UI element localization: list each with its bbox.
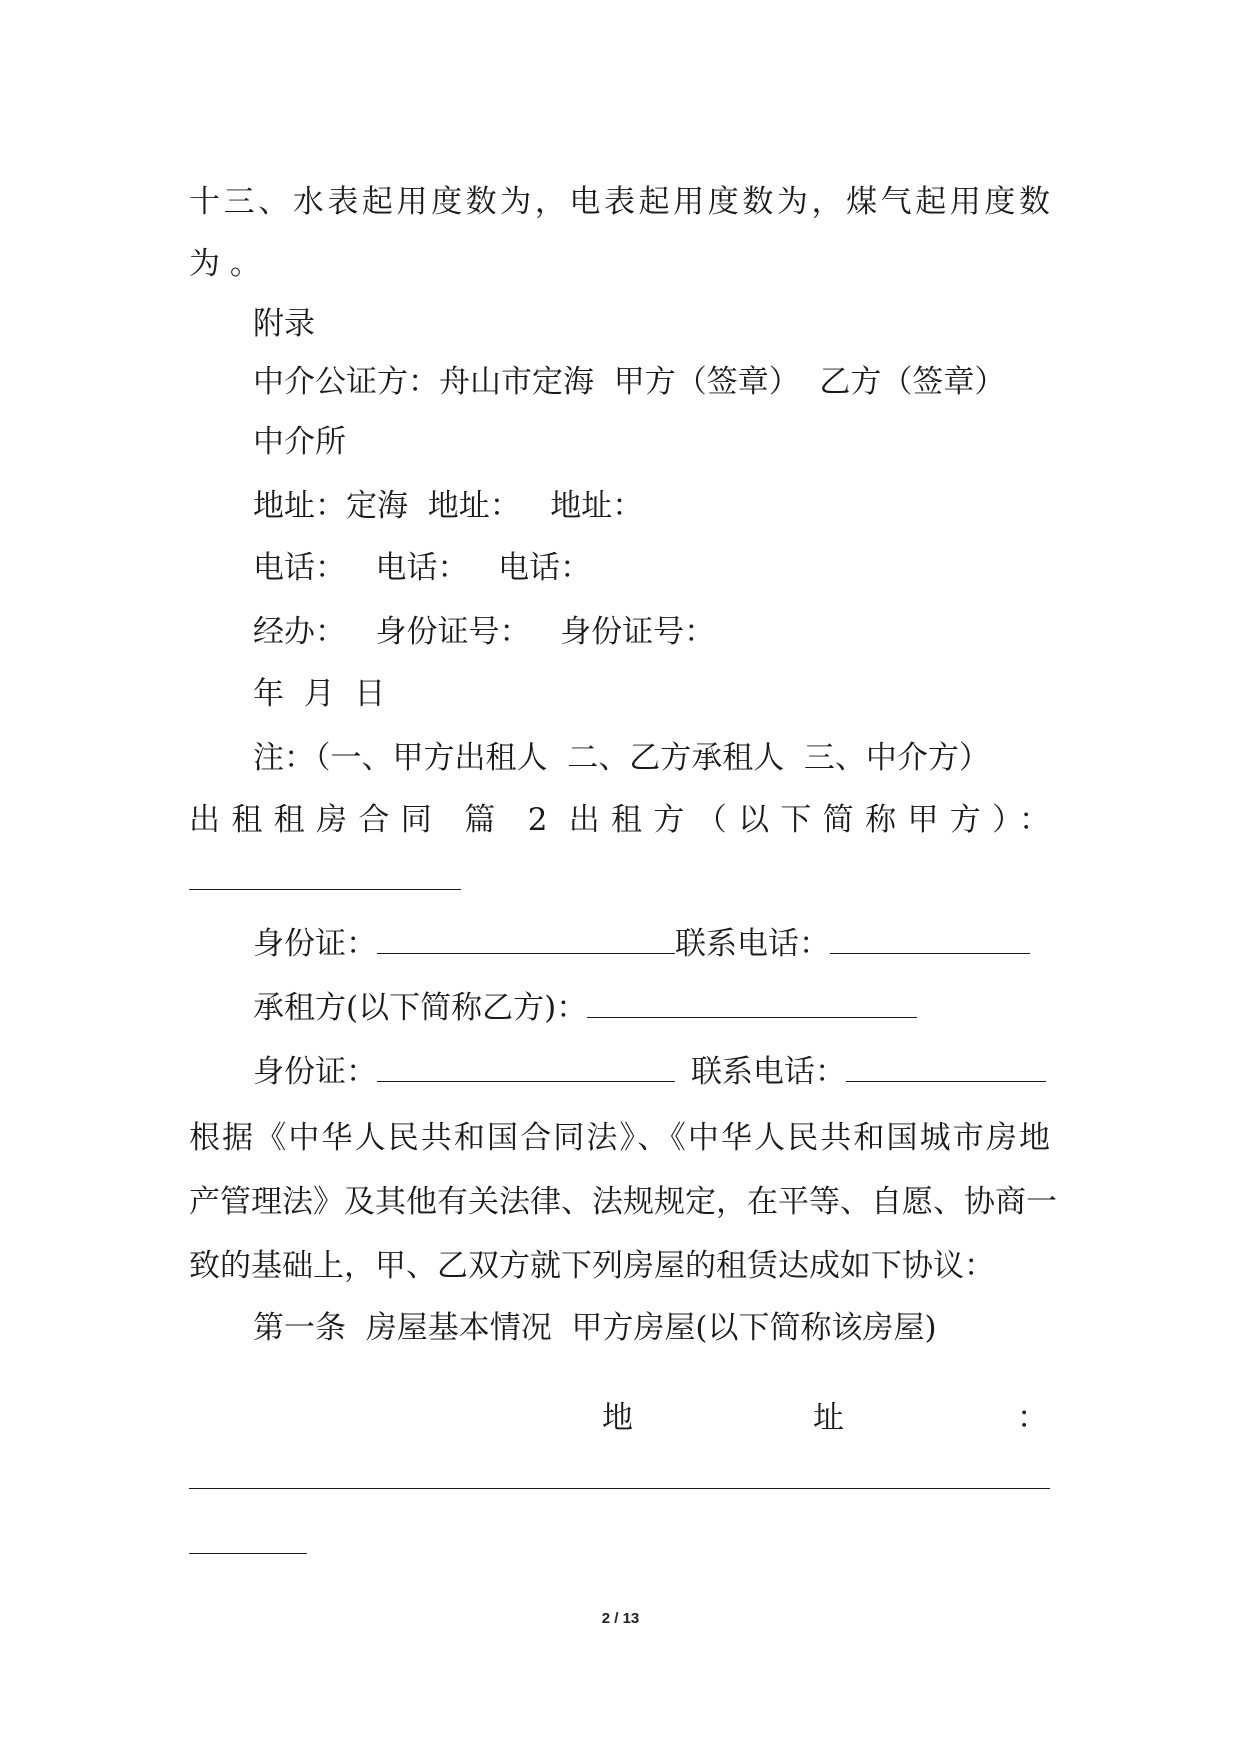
- address-colon: ：: [1017, 1400, 1048, 1436]
- lessee-id-line: [253, 1052, 1046, 1092]
- lessee-blank: [587, 991, 917, 1018]
- handler-line: 经办： 身份证号： 身份证号：: [253, 614, 716, 650]
- signature-line: 中介公证方：舟山市定海 甲方（签章） 乙方（签章）: [253, 364, 1006, 400]
- contract-title-line: 出租租房合同 篇 2 出租方（以下简称甲方）：: [189, 802, 1050, 838]
- address-line: 地址：定海 地址： 地址：: [253, 488, 644, 524]
- house-address-row: [189, 1398, 1050, 1438]
- article-one-heading: 第一条 房屋基本情况 甲方房屋(以下简称该房屋): [253, 1310, 937, 1346]
- phone-label: 联系电话：: [675, 926, 830, 962]
- lessee-line: [253, 988, 917, 1028]
- address-char: 地: [602, 1400, 633, 1436]
- page-number: 2 / 13: [601, 1610, 640, 1627]
- lessor-id-line: [253, 924, 1030, 964]
- lessee-label: 承租方(以下简称乙方)：: [253, 990, 588, 1026]
- blank-underline: [189, 1488, 1050, 1489]
- id-label: 身份证：: [253, 1054, 377, 1090]
- phone-line: 电话： 电话： 电话：: [253, 550, 592, 586]
- phone-label: 联系电话：: [691, 1054, 846, 1090]
- agency-line: 中介所: [253, 424, 346, 460]
- date-line: 年 月 日: [253, 676, 386, 712]
- note-line: 注：（一、甲方出租人 二、乙方承租人 三、中介方）: [253, 740, 990, 776]
- blank-underline: [189, 889, 461, 890]
- phone-blank: [846, 1055, 1046, 1082]
- id-blank: [377, 1055, 675, 1082]
- blank-underline: [189, 1553, 307, 1554]
- paragraph-line: 根据《中华人民共和国合同法》、《中华人民共和国城市房地: [189, 1120, 1050, 1156]
- paragraph-line: 为 。: [189, 246, 261, 282]
- phone-blank: [830, 927, 1030, 954]
- address-char: 址: [813, 1400, 844, 1436]
- paragraph-line: 产管理法》及其他有关法律、法规规定，在平等、自愿、协商一: [189, 1184, 1057, 1220]
- paragraph-line: 致的基础上，甲、乙双方就下列房屋的租赁达成如下协议：: [189, 1248, 995, 1284]
- paragraph-line: 十三、水表起用度数为，电表起用度数为，煤气起用度数: [189, 184, 1050, 220]
- id-label: 身份证：: [253, 926, 377, 962]
- id-blank: [377, 927, 675, 954]
- appendix-heading: 附录: [253, 306, 315, 342]
